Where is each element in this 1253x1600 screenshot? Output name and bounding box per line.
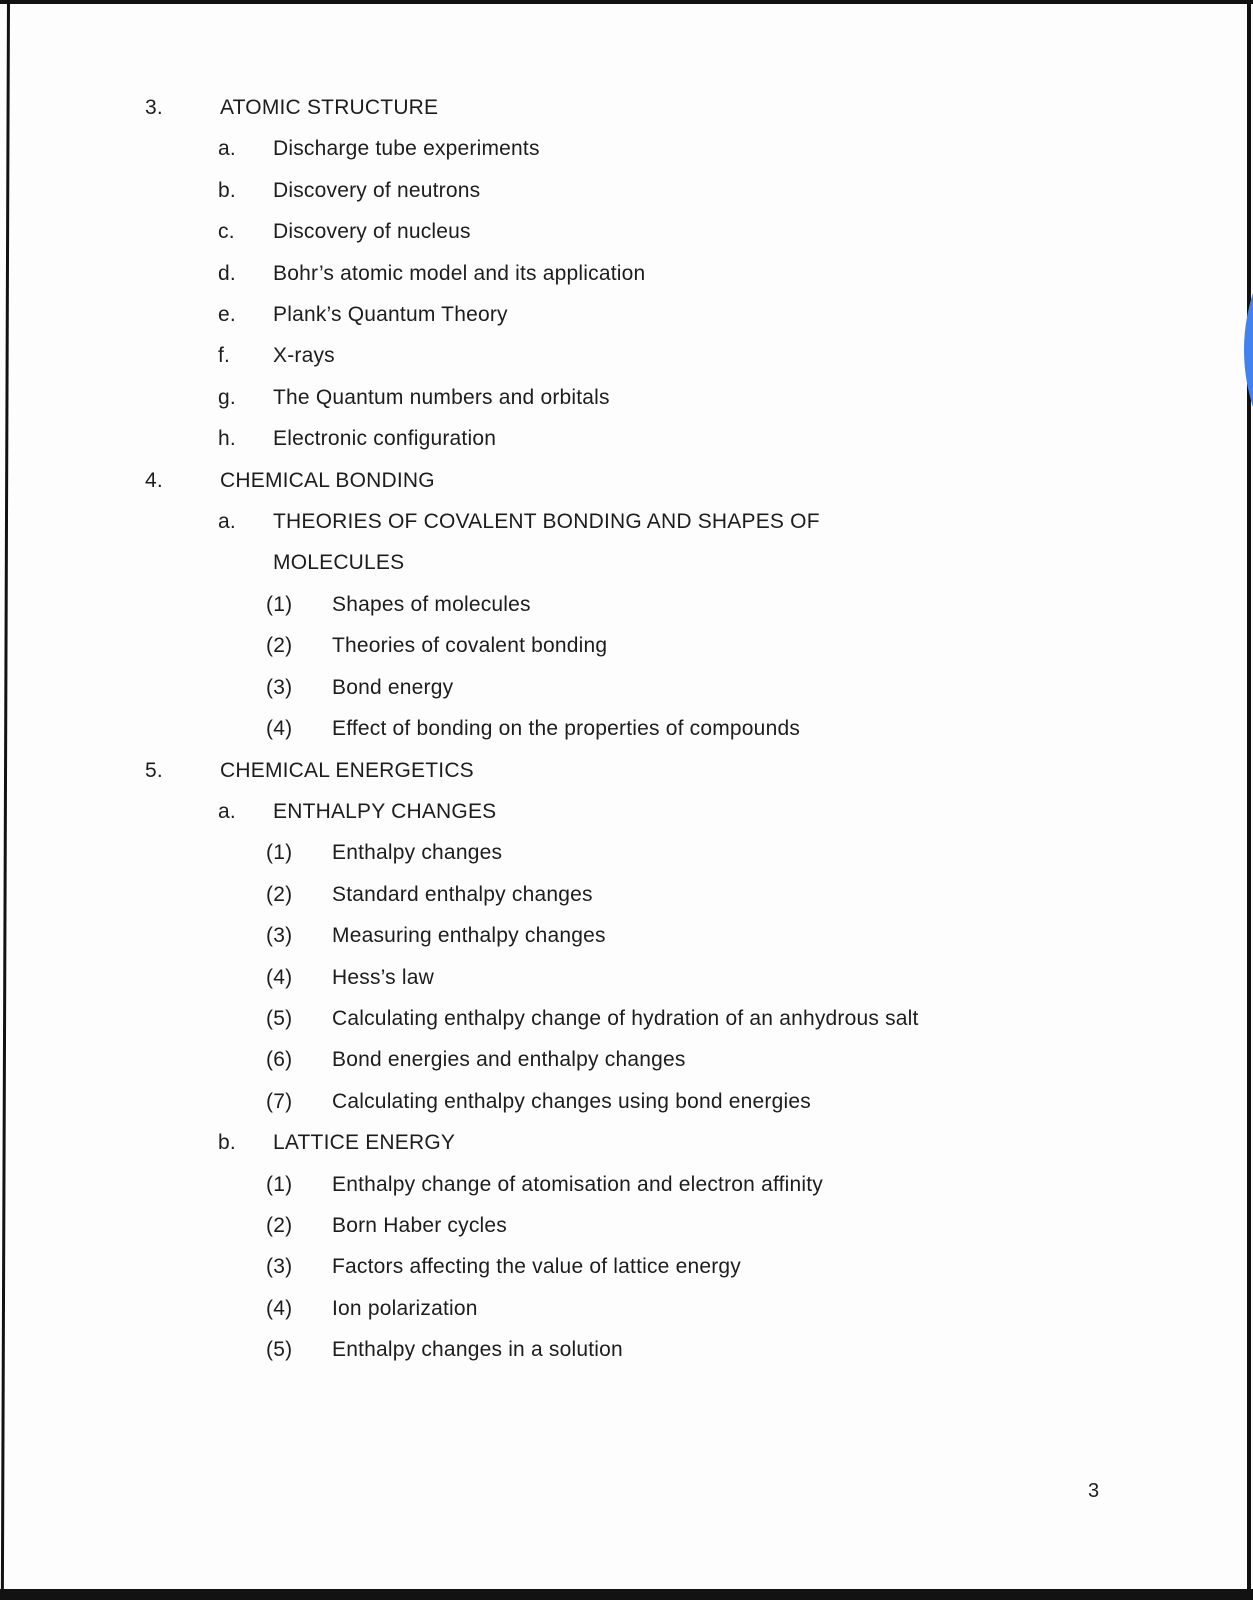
list-item [0, 1039, 1244, 1080]
list-item-text: Enthalpy change of atomisation and electron affinity [332, 1172, 823, 1196]
list-item-text: X-rays [273, 344, 335, 368]
list-item [0, 1329, 1244, 1370]
list-item-marker: f. [218, 344, 231, 368]
list-item-text: Calculating enthalpy changes using bond energies [332, 1089, 811, 1113]
list-item [0, 625, 1244, 666]
list-item [0, 874, 1244, 915]
list-item-text: Discharge tube experiments [273, 137, 540, 161]
list-item-text: Enthalpy changes [332, 841, 503, 865]
list-item-text: Plank’s Quantum Theory [273, 303, 508, 327]
list-item-marker: h. [218, 427, 236, 451]
list-item-text: Bond energy [332, 675, 454, 699]
list-item-text: Factors affecting the value of lattice energy [332, 1255, 742, 1279]
list-item-marker: (2) [266, 634, 293, 658]
list-item [0, 832, 1244, 873]
list-item [0, 998, 1244, 1039]
list-item-text: Bohr’s atomic model and its application [273, 261, 646, 285]
list-item-marker: (3) [266, 675, 293, 699]
list-item [0, 501, 1244, 584]
list-item-text: Discovery of nucleus [273, 220, 471, 244]
list-item [0, 750, 1244, 791]
list-item-marker: b. [218, 178, 236, 202]
list-item [0, 1164, 1244, 1205]
page-number: 3 [1088, 1480, 1100, 1502]
list-item-text: Standard enthalpy changes [332, 882, 593, 906]
list-item-text: Shapes of molecules [332, 592, 531, 616]
list-item [0, 957, 1244, 998]
list-item-text: Theories of covalent bonding [332, 634, 608, 658]
list-item [0, 211, 1244, 252]
list-item-marker: a. [218, 510, 236, 534]
list-item-text: ENTHALPY CHANGES [273, 799, 497, 823]
list-item [0, 128, 1244, 169]
list-item-text: THEORIES OF COVALENT BONDING AND SHAPES OF MOLECULES [273, 510, 820, 575]
list-item [0, 335, 1244, 376]
list-item-text: The Quantum numbers and orbitals [273, 385, 610, 409]
list-item [0, 667, 1244, 708]
syllabus-outline [0, 87, 1244, 1371]
list-item-marker: 5. [145, 758, 163, 782]
list-item-text: Bond energies and enthalpy changes [332, 1048, 686, 1072]
list-item-marker: c. [218, 220, 235, 244]
page-edge-bottom [0, 1589, 1253, 1600]
list-item-marker: (5) [266, 1006, 293, 1030]
list-item-marker: 4. [145, 468, 163, 492]
list-item-text: Electronic configuration [273, 427, 497, 451]
list-item-marker: (7) [266, 1089, 293, 1113]
list-item-text: Measuring enthalpy changes [332, 924, 606, 948]
page-edge-right [1247, 0, 1251, 1600]
list-item [0, 584, 1244, 625]
list-item [0, 294, 1244, 335]
list-item-marker: (6) [266, 1048, 293, 1072]
list-item [0, 170, 1244, 211]
list-item-text: ATOMIC STRUCTURE [220, 96, 439, 119]
list-item [0, 418, 1244, 459]
list-item-text: Discovery of neutrons [273, 178, 481, 202]
list-item [0, 1246, 1244, 1287]
list-item-marker: b. [218, 1131, 236, 1155]
list-item-marker: (4) [266, 965, 293, 989]
list-item-marker: (2) [266, 1213, 293, 1237]
list-item-marker: (1) [266, 592, 293, 616]
list-item [0, 915, 1244, 956]
list-item [0, 377, 1244, 418]
list-item-marker: (2) [266, 882, 293, 906]
list-item-marker: (3) [266, 924, 293, 948]
list-item [0, 1122, 1244, 1163]
list-item-text: Enthalpy changes in a solution [332, 1338, 623, 1362]
list-item-text: CHEMICAL ENERGETICS [220, 758, 474, 782]
list-item-marker: (1) [266, 841, 293, 865]
list-item-marker: 3. [145, 96, 163, 119]
list-item [0, 791, 1244, 832]
list-item-marker: (5) [266, 1338, 293, 1362]
list-item-text: LATTICE ENERGY [273, 1131, 456, 1155]
list-item-marker: (3) [266, 1255, 293, 1279]
list-item-marker: (4) [266, 717, 293, 741]
list-item-text: Ion polarization [332, 1296, 478, 1320]
list-item [0, 1288, 1244, 1329]
list-item-text: Hess’s law [332, 965, 434, 989]
list-item-marker: (1) [266, 1172, 293, 1196]
list-item-text: Calculating enthalpy change of hydration of an anhydrous salt [332, 1006, 919, 1030]
list-item-text: CHEMICAL BONDING [220, 468, 435, 492]
list-item [0, 460, 1244, 501]
page-edge-top [0, 0, 1253, 4]
list-item-marker: e. [218, 303, 236, 327]
list-item [0, 1205, 1244, 1246]
list-item [0, 708, 1244, 749]
list-item-text: Effect of bonding on the properties of compounds [332, 717, 801, 741]
list-item [0, 87, 1244, 128]
list-item-marker: g. [218, 385, 236, 409]
list-item-marker: (4) [266, 1296, 293, 1320]
list-item [0, 1081, 1244, 1122]
list-item-marker: d. [218, 261, 236, 285]
list-item [0, 253, 1244, 294]
list-item-marker: a. [218, 799, 236, 823]
list-item-marker: a. [218, 137, 236, 161]
list-item-text: Born Haber cycles [332, 1213, 507, 1237]
